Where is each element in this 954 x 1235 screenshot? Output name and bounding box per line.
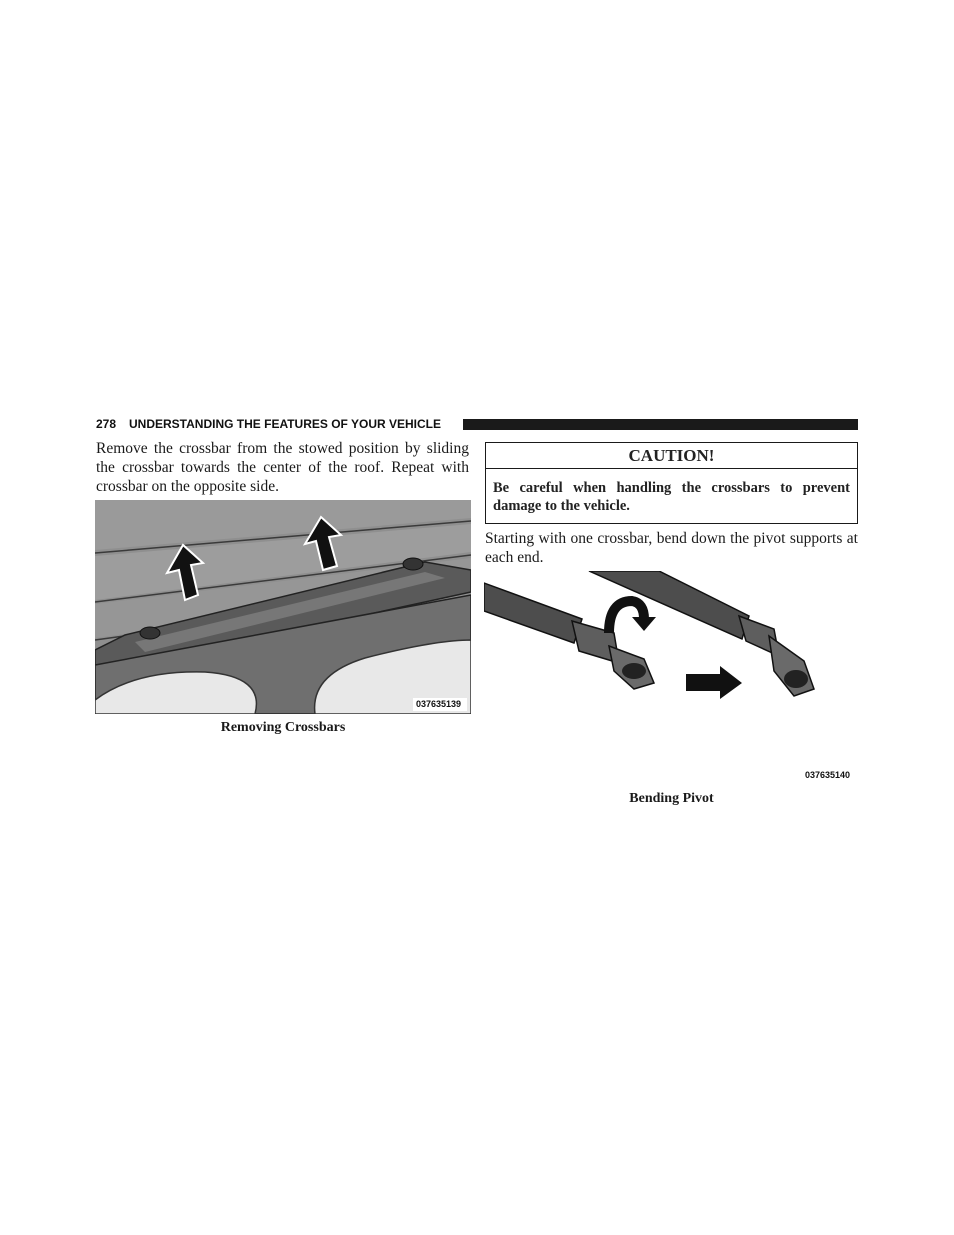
bend-down-arrow-icon: [609, 601, 656, 633]
page-number: 278: [96, 417, 117, 431]
figure-bending-pivot: [484, 571, 859, 785]
figure-code: 037635139: [416, 699, 462, 709]
right-arrow-icon: [686, 666, 742, 699]
section-title: UNDERSTANDING THE FEATURES OF YOUR VEHICLE: [129, 417, 442, 431]
instruction-paragraph-bend: Starting with one crossbar, bend down the pivot supports at each end.: [485, 530, 858, 566]
figure-caption-bending-pivot: Bending Pivot: [629, 791, 714, 806]
caution-title: CAUTION!: [486, 443, 857, 469]
pivot-illustration: [484, 571, 859, 771]
figure-code: 037635140: [805, 770, 851, 780]
figure-caption-removing-crossbars: Removing Crossbars: [220, 720, 346, 735]
caution-text: Be careful when handling the crossbars to prevent damage to the vehicle.: [493, 480, 850, 514]
caution-box: [485, 442, 858, 524]
figure-removing-crossbars: [95, 500, 471, 714]
roof-crossbar-illustration: [95, 500, 471, 714]
header-rule: [463, 419, 858, 430]
instruction-paragraph-remove: Remove the crossbar from the stowed position by sliding the crossbar towards the center of the roof. Repeat with crossbar on the opposite side.: [96, 440, 469, 495]
